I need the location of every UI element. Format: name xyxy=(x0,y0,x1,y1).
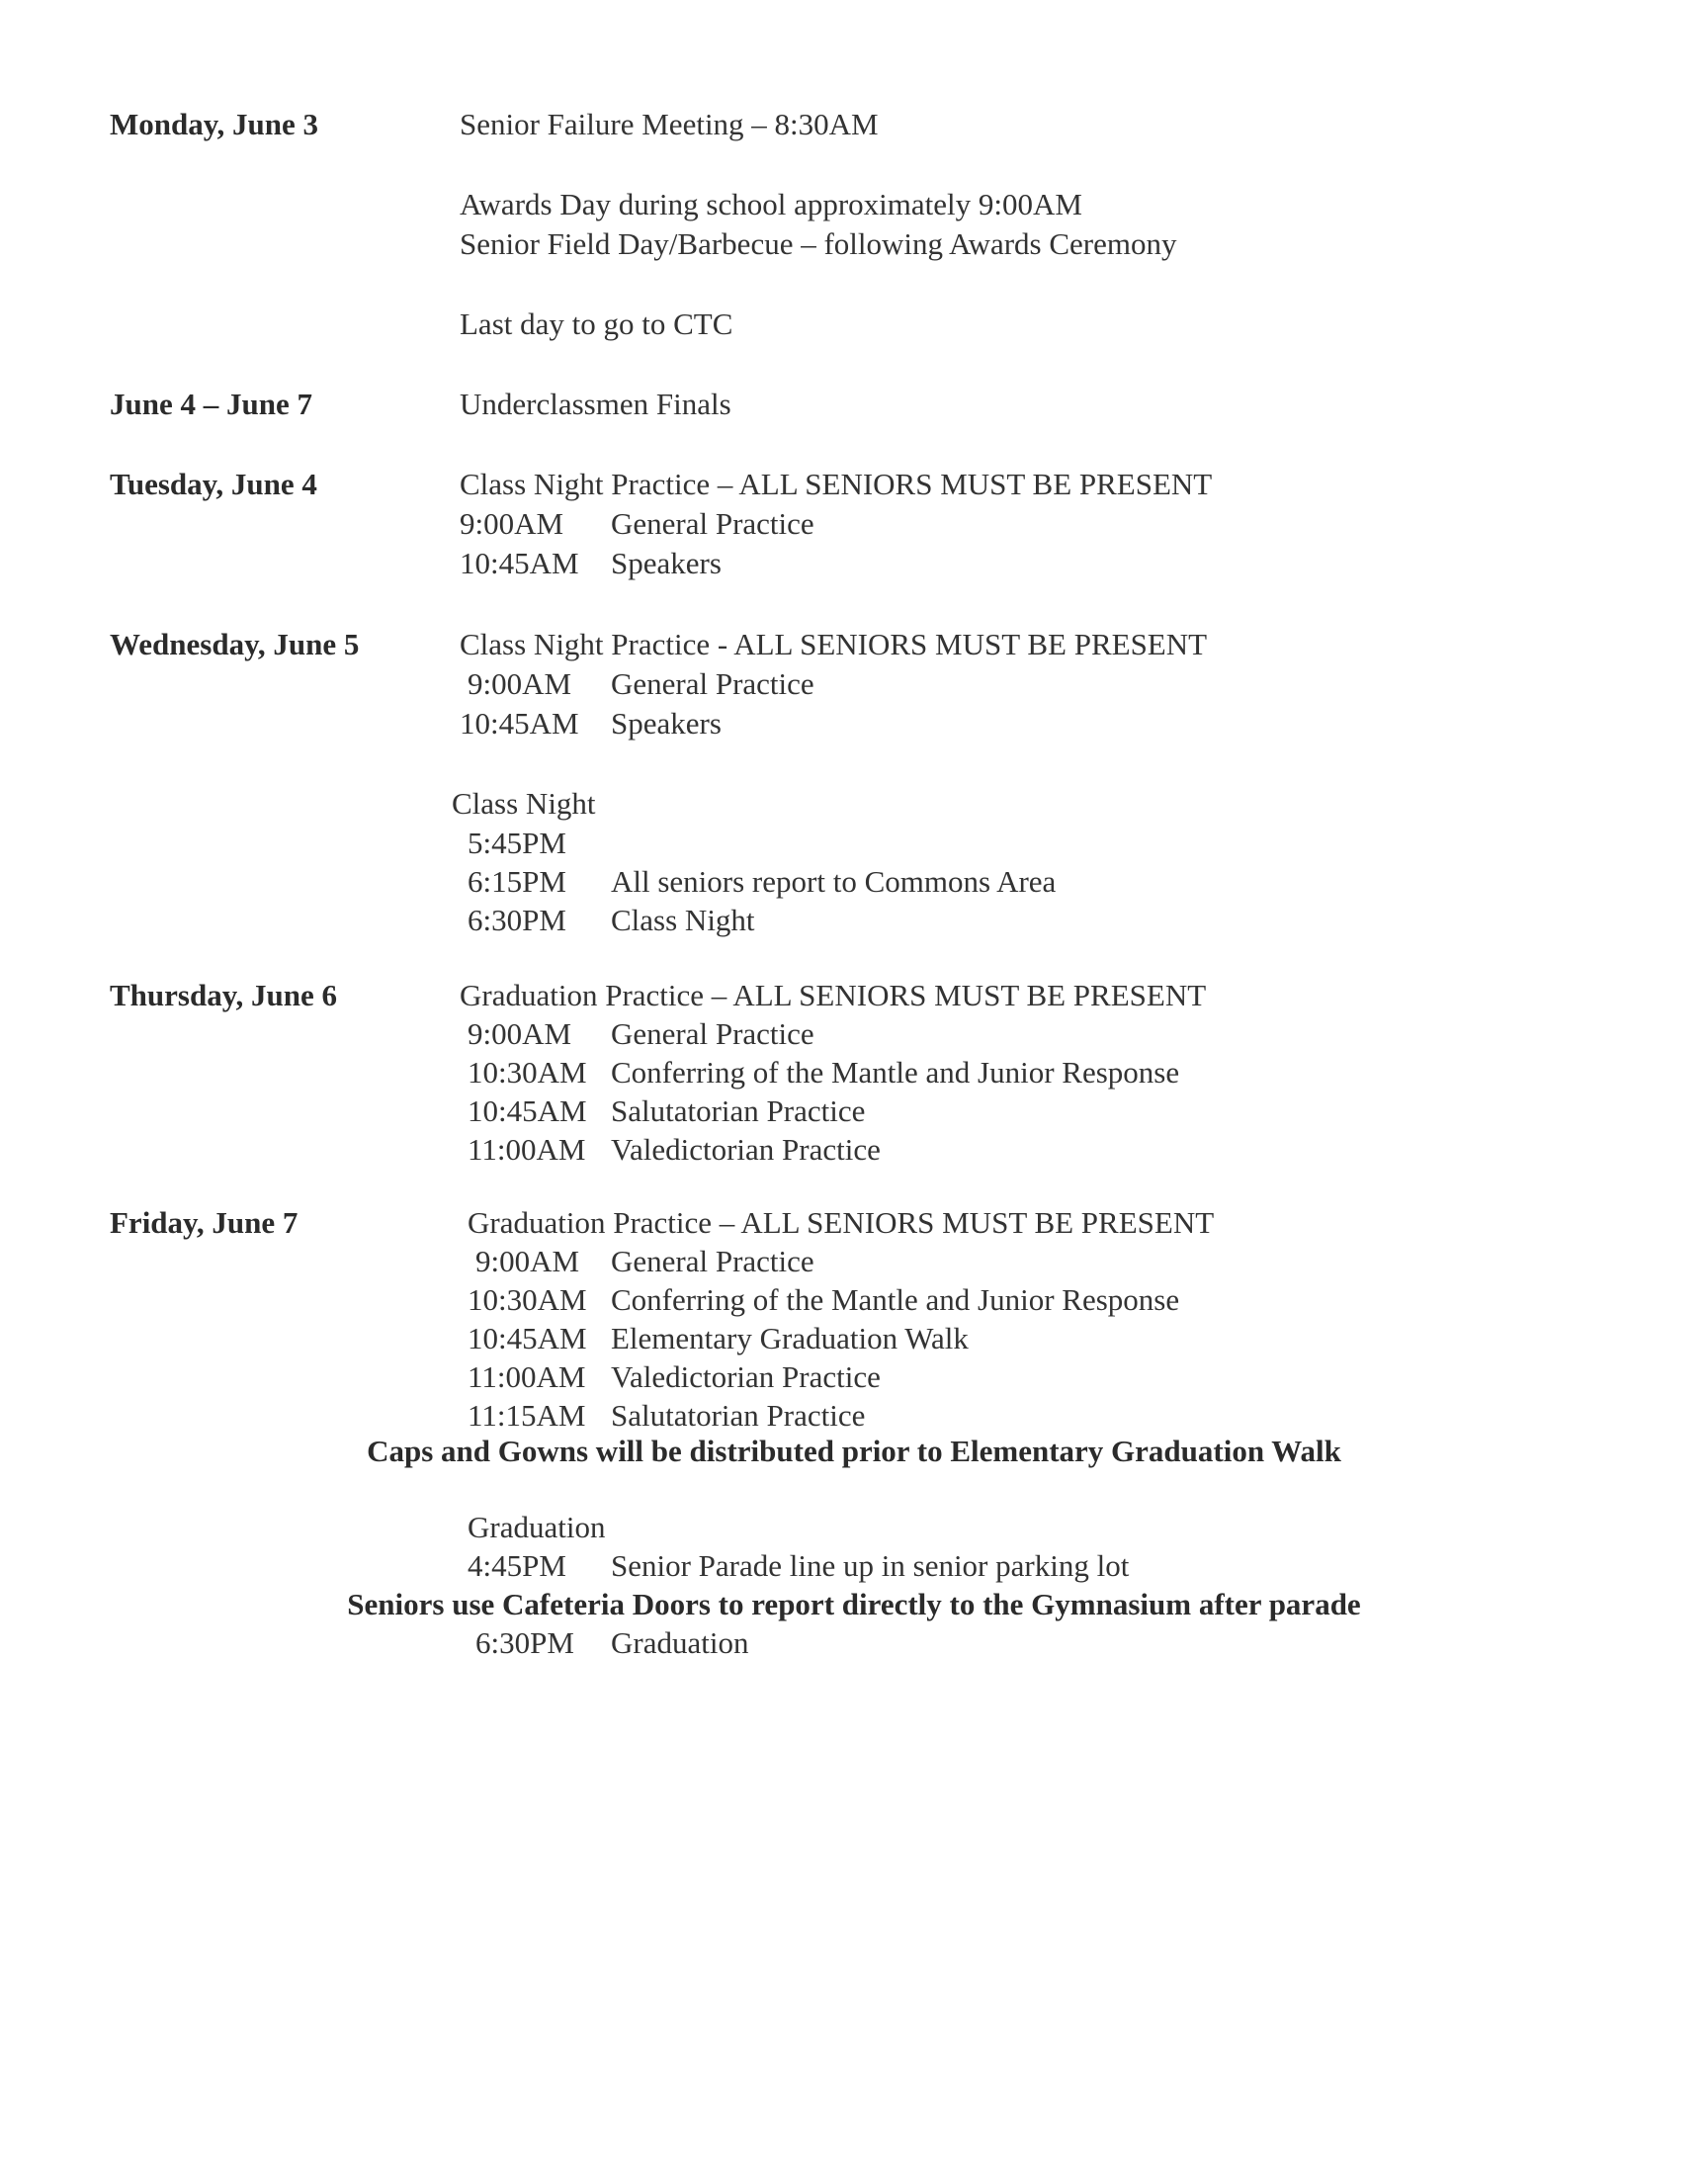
last-day-ctc: Last day to go to CTC xyxy=(460,306,733,341)
time-thursday-3: 10:45AM xyxy=(468,1093,587,1128)
desc-friday-2: Conferring of the Mantle and Junior Response xyxy=(611,1282,1180,1317)
desc-thursday-2: Conferring of the Mantle and Junior Response xyxy=(611,1055,1180,1090)
day-label-monday: Monday, June 3 xyxy=(110,107,319,141)
desc-graduation: Graduation xyxy=(611,1625,749,1660)
time-friday-5: 11:15AM xyxy=(468,1398,586,1433)
class-night-practice-tuesday: Class Night Practice – ALL SENIORS MUST BE PRESENT xyxy=(460,467,1213,501)
senior-field-day: Senior Field Day/Barbecue – following Awards Ceremony xyxy=(460,226,1177,261)
time-class-night-2: 6:15PM xyxy=(468,864,566,899)
time-friday-2: 10:30AM xyxy=(468,1282,587,1317)
desc-thursday-4: Valedictorian Practice xyxy=(611,1132,881,1167)
time-tuesday-2: 10:45AM xyxy=(460,546,579,580)
underclassmen-finals: Underclassmen Finals xyxy=(460,387,731,421)
time-friday-3: 10:45AM xyxy=(468,1321,587,1355)
desc-tuesday-1: General Practice xyxy=(611,506,814,541)
graduation-title: Graduation xyxy=(468,1510,606,1544)
time-parade: 4:45PM xyxy=(468,1548,566,1583)
desc-friday-5: Salutatorian Practice xyxy=(611,1398,866,1433)
desc-friday-1: General Practice xyxy=(611,1244,814,1278)
graduation-practice-thursday: Graduation Practice – ALL SENIORS MUST BE PRESENT xyxy=(460,978,1207,1012)
time-thursday-2: 10:30AM xyxy=(468,1055,587,1090)
senior-failure-meeting: Senior Failure Meeting – 8:30AM xyxy=(460,107,879,141)
graduation-practice-friday: Graduation Practice – ALL SENIORS MUST BE PRESENT xyxy=(468,1205,1215,1240)
day-label-thursday: Thursday, June 6 xyxy=(110,978,338,1012)
time-thursday-4: 11:00AM xyxy=(468,1132,586,1167)
desc-parade: Senior Parade line up in senior parking lot xyxy=(611,1548,1130,1583)
class-night-practice-wednesday: Class Night Practice - ALL SENIORS MUST BE PRESENT xyxy=(460,627,1208,661)
class-night-title: Class Night xyxy=(452,786,596,821)
day-label-finals: June 4 – June 7 xyxy=(110,387,312,421)
time-tuesday-1: 9:00AM xyxy=(460,506,564,541)
awards-day: Awards Day during school approximately 9:00AM xyxy=(460,187,1082,221)
time-friday-1: 9:00AM xyxy=(475,1244,580,1278)
time-wednesday-2: 10:45AM xyxy=(460,706,579,741)
day-label-wednesday: Wednesday, June 5 xyxy=(110,627,360,661)
desc-wednesday-1: General Practice xyxy=(611,666,814,701)
day-label-friday: Friday, June 7 xyxy=(110,1205,299,1240)
cafeteria-doors-note: Seniors use Cafeteria Doors to report directly to the Gymnasium after parade xyxy=(347,1587,1361,1621)
day-label-tuesday: Tuesday, June 4 xyxy=(110,467,317,501)
desc-class-night-2: All seniors report to Commons Area xyxy=(611,864,1057,899)
desc-thursday-1: General Practice xyxy=(611,1016,814,1051)
caps-gowns-note: Caps and Gowns will be distributed prior to Elementary Graduation Walk xyxy=(367,1434,1341,1468)
desc-tuesday-2: Speakers xyxy=(611,546,722,580)
time-class-night-1: 5:45PM xyxy=(468,826,566,860)
time-friday-4: 11:00AM xyxy=(468,1359,586,1394)
time-class-night-3: 6:30PM xyxy=(468,903,566,937)
time-graduation: 6:30PM xyxy=(475,1625,574,1660)
desc-wednesday-2: Speakers xyxy=(611,706,722,741)
time-wednesday-1: 9:00AM xyxy=(468,666,572,701)
time-thursday-1: 9:00AM xyxy=(468,1016,572,1051)
desc-friday-3: Elementary Graduation Walk xyxy=(611,1321,969,1355)
desc-friday-4: Valedictorian Practice xyxy=(611,1359,881,1394)
desc-thursday-3: Salutatorian Practice xyxy=(611,1093,866,1128)
desc-class-night-3: Class Night xyxy=(611,903,755,937)
